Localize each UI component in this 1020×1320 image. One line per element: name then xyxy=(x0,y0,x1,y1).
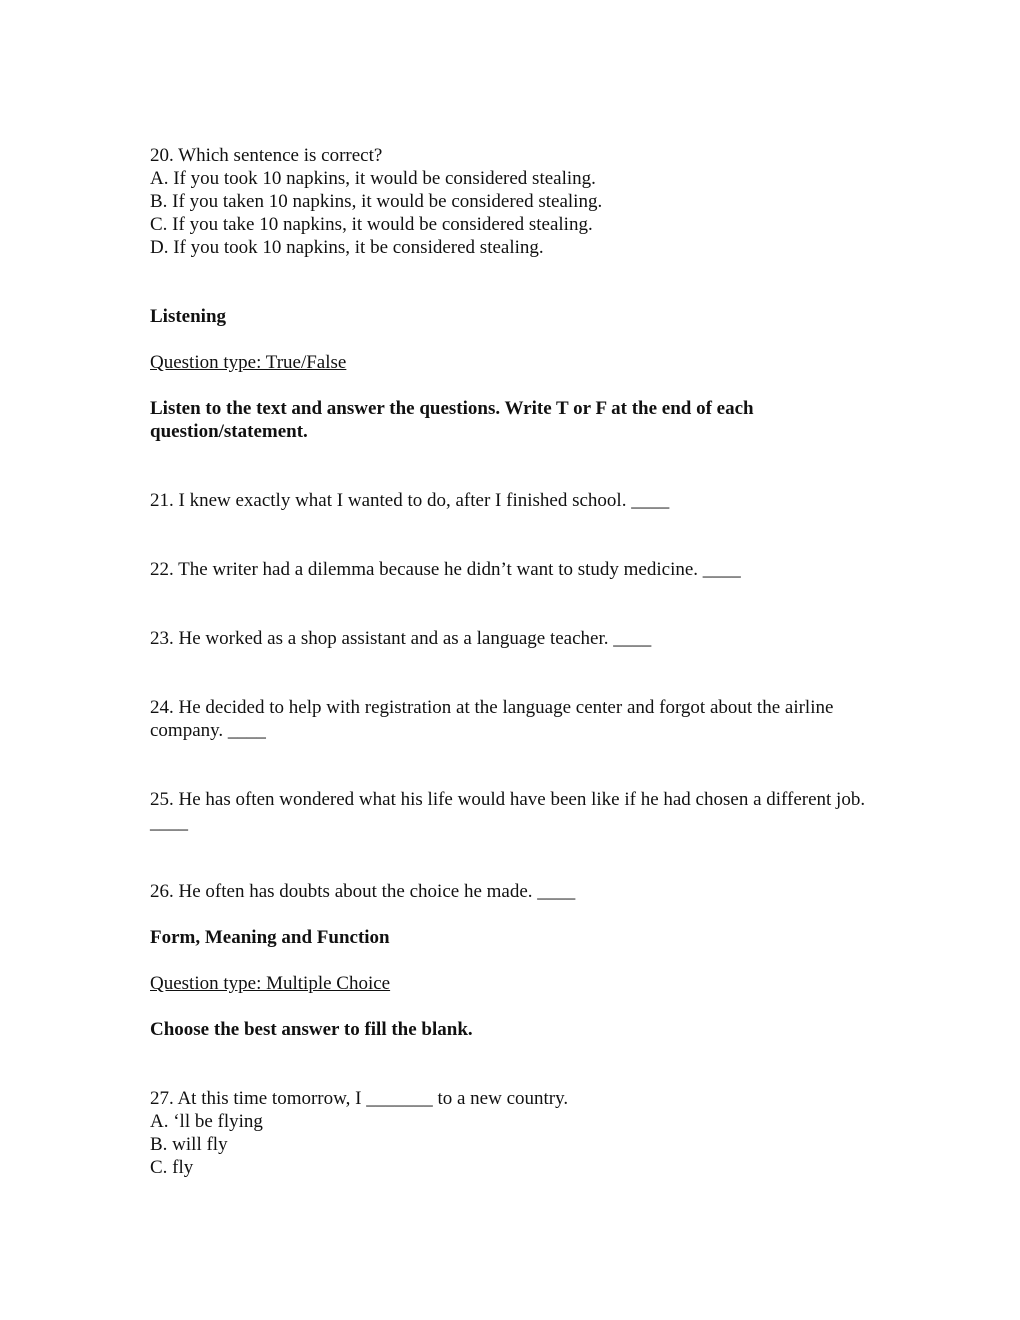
q27-option-b: B. will fly xyxy=(150,1134,228,1155)
q20-option-a: A. If you took 10 napkins, it would be considered stealing. xyxy=(150,168,596,189)
q25: 25. He has often wondered what his life would have been like if he had chosen a different job. ____ xyxy=(150,789,866,833)
form-meaning-heading: Form, Meaning and Function xyxy=(150,927,390,948)
q26: 26. He often has doubts about the choice he made. ____ xyxy=(150,881,576,902)
q20-option-d: D. If you took 10 napkins, it be considered stealing. xyxy=(150,237,544,258)
q20-stem: 20. Which sentence is correct? xyxy=(150,145,383,166)
q20-option-c: C. If you take 10 napkins, it would be considered stealing. xyxy=(150,214,593,235)
q24: 24. He decided to help with registration at the language center and forgot about the airline company. ____ xyxy=(150,697,834,741)
q23: 23. He worked as a shop assistant and as a language teacher. ____ xyxy=(150,628,652,649)
form-meaning-instructions: Choose the best answer to fill the blank. xyxy=(150,1019,473,1040)
listening-question-type: Question type: True/False xyxy=(150,352,347,373)
listening-instructions: Listen to the text and answer the questions. Write T or F at the end of each question/statement. xyxy=(150,398,754,442)
q27-option-a: A. ‘ll be flying xyxy=(150,1111,263,1132)
q21: 21. I knew exactly what I wanted to do, after I finished school. ____ xyxy=(150,490,670,511)
q22: 22. The writer had a dilemma because he didn’t want to study medicine. ____ xyxy=(150,559,741,580)
q27-option-c: C. fly xyxy=(150,1157,194,1178)
q20-option-b: B. If you taken 10 napkins, it would be considered stealing. xyxy=(150,191,603,212)
form-meaning-question-type: Question type: Multiple Choice xyxy=(150,973,391,994)
q27-stem: 27. At this time tomorrow, I _______ to a new country. xyxy=(150,1088,569,1109)
listening-heading: Listening xyxy=(150,306,227,327)
